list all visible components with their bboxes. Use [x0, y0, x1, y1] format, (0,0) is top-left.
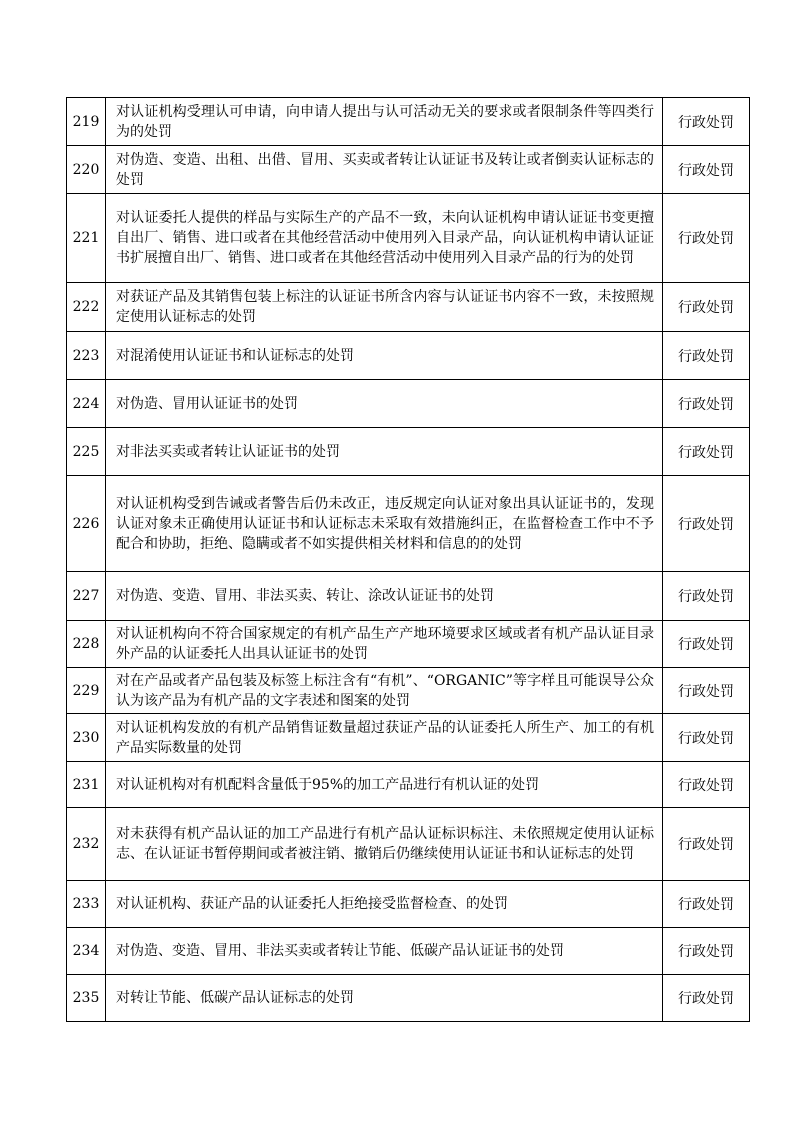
- row-description: 对认证机构受理认可申请，向申请人提出与认可活动无关的要求或者限制条件等四类行为的处罚: [106, 98, 663, 146]
- table-row: [67, 572, 750, 621]
- row-number: 231: [67, 762, 106, 808]
- table-row: [67, 668, 750, 714]
- row-category: 行政处罚: [663, 621, 750, 668]
- row-category: 行政处罚: [663, 332, 750, 380]
- row-description: 对混淆使用认证证书和认证标志的处罚: [106, 332, 663, 380]
- row-description: 对未获得有机产品认证的加工产品进行有机产品认证标识标注、未依照规定使用认证标志、在认证证书暂停期间或者被注销、撤销后仍继续使用认证证书和认证标志的处罚: [106, 808, 663, 881]
- table-row: [67, 975, 750, 1022]
- table-row: [67, 332, 750, 380]
- table-row: [67, 194, 750, 283]
- table-row: [67, 714, 750, 762]
- row-number: 232: [67, 808, 106, 881]
- table-row: [67, 928, 750, 975]
- row-category: 行政处罚: [663, 928, 750, 975]
- row-category: 行政处罚: [663, 428, 750, 476]
- table-row: [67, 98, 750, 146]
- table-row: [67, 621, 750, 668]
- row-description: 对伪造、变造、冒用、非法买卖、转让、涂改认证证书的处罚: [106, 572, 663, 621]
- row-number: 225: [67, 428, 106, 476]
- row-description: 对认证机构受到告诫或者警告后仍未改正，违反规定向认证对象出具认证证书的，发现认证对象未正确使用认证证书和认证标志未采取有效措施纠正，在监督检查工作中不予配合和协助，拒绝、隐瞒或者不如实提供相关材料和信息的的处罚: [106, 476, 663, 572]
- row-category: 行政处罚: [663, 194, 750, 283]
- row-number: 221: [67, 194, 106, 283]
- row-description: 对认证机构、获证产品的认证委托人拒绝接受监督检查、的处罚: [106, 881, 663, 928]
- row-description: 对获证产品及其销售包装上标注的认证证书所含内容与认证证书内容不一致，未按照规定使用认证标志的处罚: [106, 283, 663, 332]
- row-category: 行政处罚: [663, 380, 750, 428]
- row-description: 对认证委托人提供的样品与实际生产的产品不一致，未向认证机构申请认证证书变更擅自出厂、销售、进口或者在其他经营活动中使用列入目录产品，向认证机构申请认证证书扩展擅自出厂、销售、进口或者在其他经营活动中使用列入目录产品的行为的处罚: [106, 194, 663, 283]
- row-number: 235: [67, 975, 106, 1022]
- row-category: 行政处罚: [663, 714, 750, 762]
- table-row: [67, 762, 750, 808]
- row-category: 行政处罚: [663, 975, 750, 1022]
- table-row: [67, 881, 750, 928]
- row-category: 行政处罚: [663, 881, 750, 928]
- row-number: 228: [67, 621, 106, 668]
- row-description: 对伪造、变造、出租、出借、冒用、买卖或者转让认证证书及转让或者倒卖认证标志的处罚: [106, 146, 663, 194]
- row-number: 233: [67, 881, 106, 928]
- table-row: [67, 380, 750, 428]
- row-number: 223: [67, 332, 106, 380]
- row-number: 227: [67, 572, 106, 621]
- row-description: 对在产品或者产品包装及标签上标注含有“有机”、“ORGANIC”等字样且可能误导公众认为该产品为有机产品的文字表述和图案的处罚: [106, 668, 663, 714]
- row-description: 对认证机构向不符合国家规定的有机产品生产产地环境要求区域或者有机产品认证目录外产品的认证委托人出具认证证书的处罚: [106, 621, 663, 668]
- row-number: 226: [67, 476, 106, 572]
- row-description: 对认证机构发放的有机产品销售证数量超过获证产品的认证委托人所生产、加工的有机产品实际数量的处罚: [106, 714, 663, 762]
- row-description: 对非法买卖或者转让认证证书的处罚: [106, 428, 663, 476]
- table-row: [67, 283, 750, 332]
- row-number: 224: [67, 380, 106, 428]
- row-category: 行政处罚: [663, 146, 750, 194]
- row-number: 222: [67, 283, 106, 332]
- row-category: 行政处罚: [663, 572, 750, 621]
- table-row: [67, 146, 750, 194]
- table-row: [67, 808, 750, 881]
- row-description: 对认证机构对有机配料含量低于95%的加工产品进行有机认证的处罚: [106, 762, 663, 808]
- row-number: 219: [67, 98, 106, 146]
- penalty-table: [66, 97, 750, 1022]
- row-number: 230: [67, 714, 106, 762]
- row-number: 229: [67, 668, 106, 714]
- row-description: 对转让节能、低碳产品认证标志的处罚: [106, 975, 663, 1022]
- row-category: 行政处罚: [663, 668, 750, 714]
- table-row: [67, 476, 750, 572]
- table-row: [67, 428, 750, 476]
- table-body: [67, 98, 750, 1022]
- row-category: 行政处罚: [663, 762, 750, 808]
- row-description: 对伪造、冒用认证证书的处罚: [106, 380, 663, 428]
- row-category: 行政处罚: [663, 476, 750, 572]
- row-number: 220: [67, 146, 106, 194]
- row-category: 行政处罚: [663, 283, 750, 332]
- row-description: 对伪造、变造、冒用、非法买卖或者转让节能、低碳产品认证证书的处罚: [106, 928, 663, 975]
- row-number: 234: [67, 928, 106, 975]
- row-category: 行政处罚: [663, 98, 750, 146]
- row-category: 行政处罚: [663, 808, 750, 881]
